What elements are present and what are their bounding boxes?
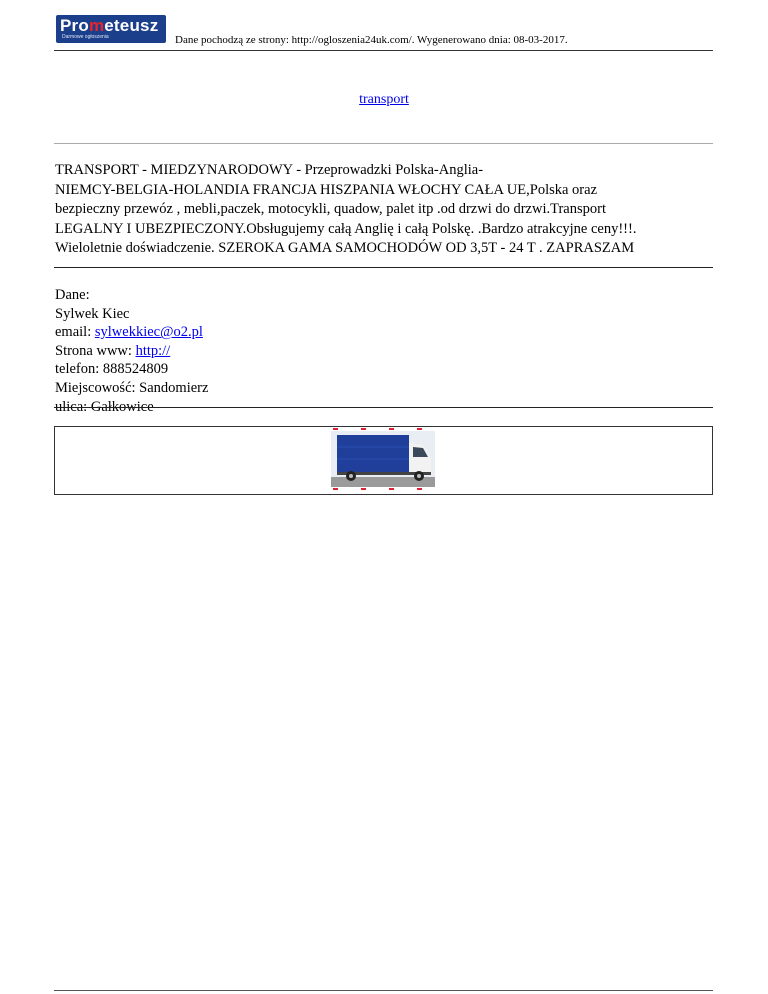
contact-heading: Dane: (55, 287, 90, 303)
email-link[interactable]: sylwekkiec@o2.pl (94, 324, 203, 341)
logo-text: Prometeusz (60, 16, 159, 35)
description-line: Wieloletnie doświadczenie. SZEROKA GAMA SAMOCHODÓW OD 3,5T - 24 T . ZAPRASZAM (55, 240, 635, 256)
description-line: TRANSPORT - MIEDZYNARODOWY - Przeprowadzki Polska-Anglia- (55, 162, 484, 178)
divider-middle (54, 267, 713, 268)
contact-www-row: Strona www: http:// (55, 342, 171, 359)
footer-divider (54, 990, 713, 991)
logo-subtitle: Darmowe ogłoszenia (62, 34, 109, 40)
document-header (54, 14, 713, 50)
divider-top (54, 143, 713, 144)
description-line: LEGALNY I UBEZPIECZONY.Obsługujemy całą Anglię i całą Polskę. .Bardzo atrakcyjne ceny!!!. (55, 220, 637, 237)
category-link[interactable]: transport (359, 92, 409, 107)
ad-description (55, 161, 713, 259)
source-line: Dane pochodzą ze strony: http://ogloszenia24uk.com/. Wygenerowano dnia: 08-03-2017. (175, 34, 568, 46)
category-row (0, 92, 768, 108)
van-photo-icon[interactable] (331, 427, 435, 491)
contact-phone-row: telefon: 888524809 (55, 361, 169, 378)
photo-frame (54, 426, 713, 495)
contact-name: Sylwek Kiec (55, 305, 130, 322)
contact-city-row: Miejscowość: Sandomierz (55, 379, 209, 396)
description-line: bezpieczny przewóz , mebli,paczek, motocykli, quadow, palet itp .od drzwi do drzwi.Transport (55, 201, 606, 217)
header-divider (54, 50, 713, 51)
divider-bottom (54, 407, 713, 408)
description-line: NIEMCY-BELGIA-HOLANDIA FRANCJA HISZPANIA WŁOCHY CAŁA UE,Polska oraz (55, 181, 598, 198)
contact-email-row: email: sylwekkiec@o2.pl (55, 324, 203, 341)
prometeusz-logo (56, 15, 166, 43)
contact-details (55, 286, 208, 416)
website-link[interactable]: http:// (135, 342, 171, 359)
contact-street-row: ulica: Gałkowice (55, 398, 154, 415)
